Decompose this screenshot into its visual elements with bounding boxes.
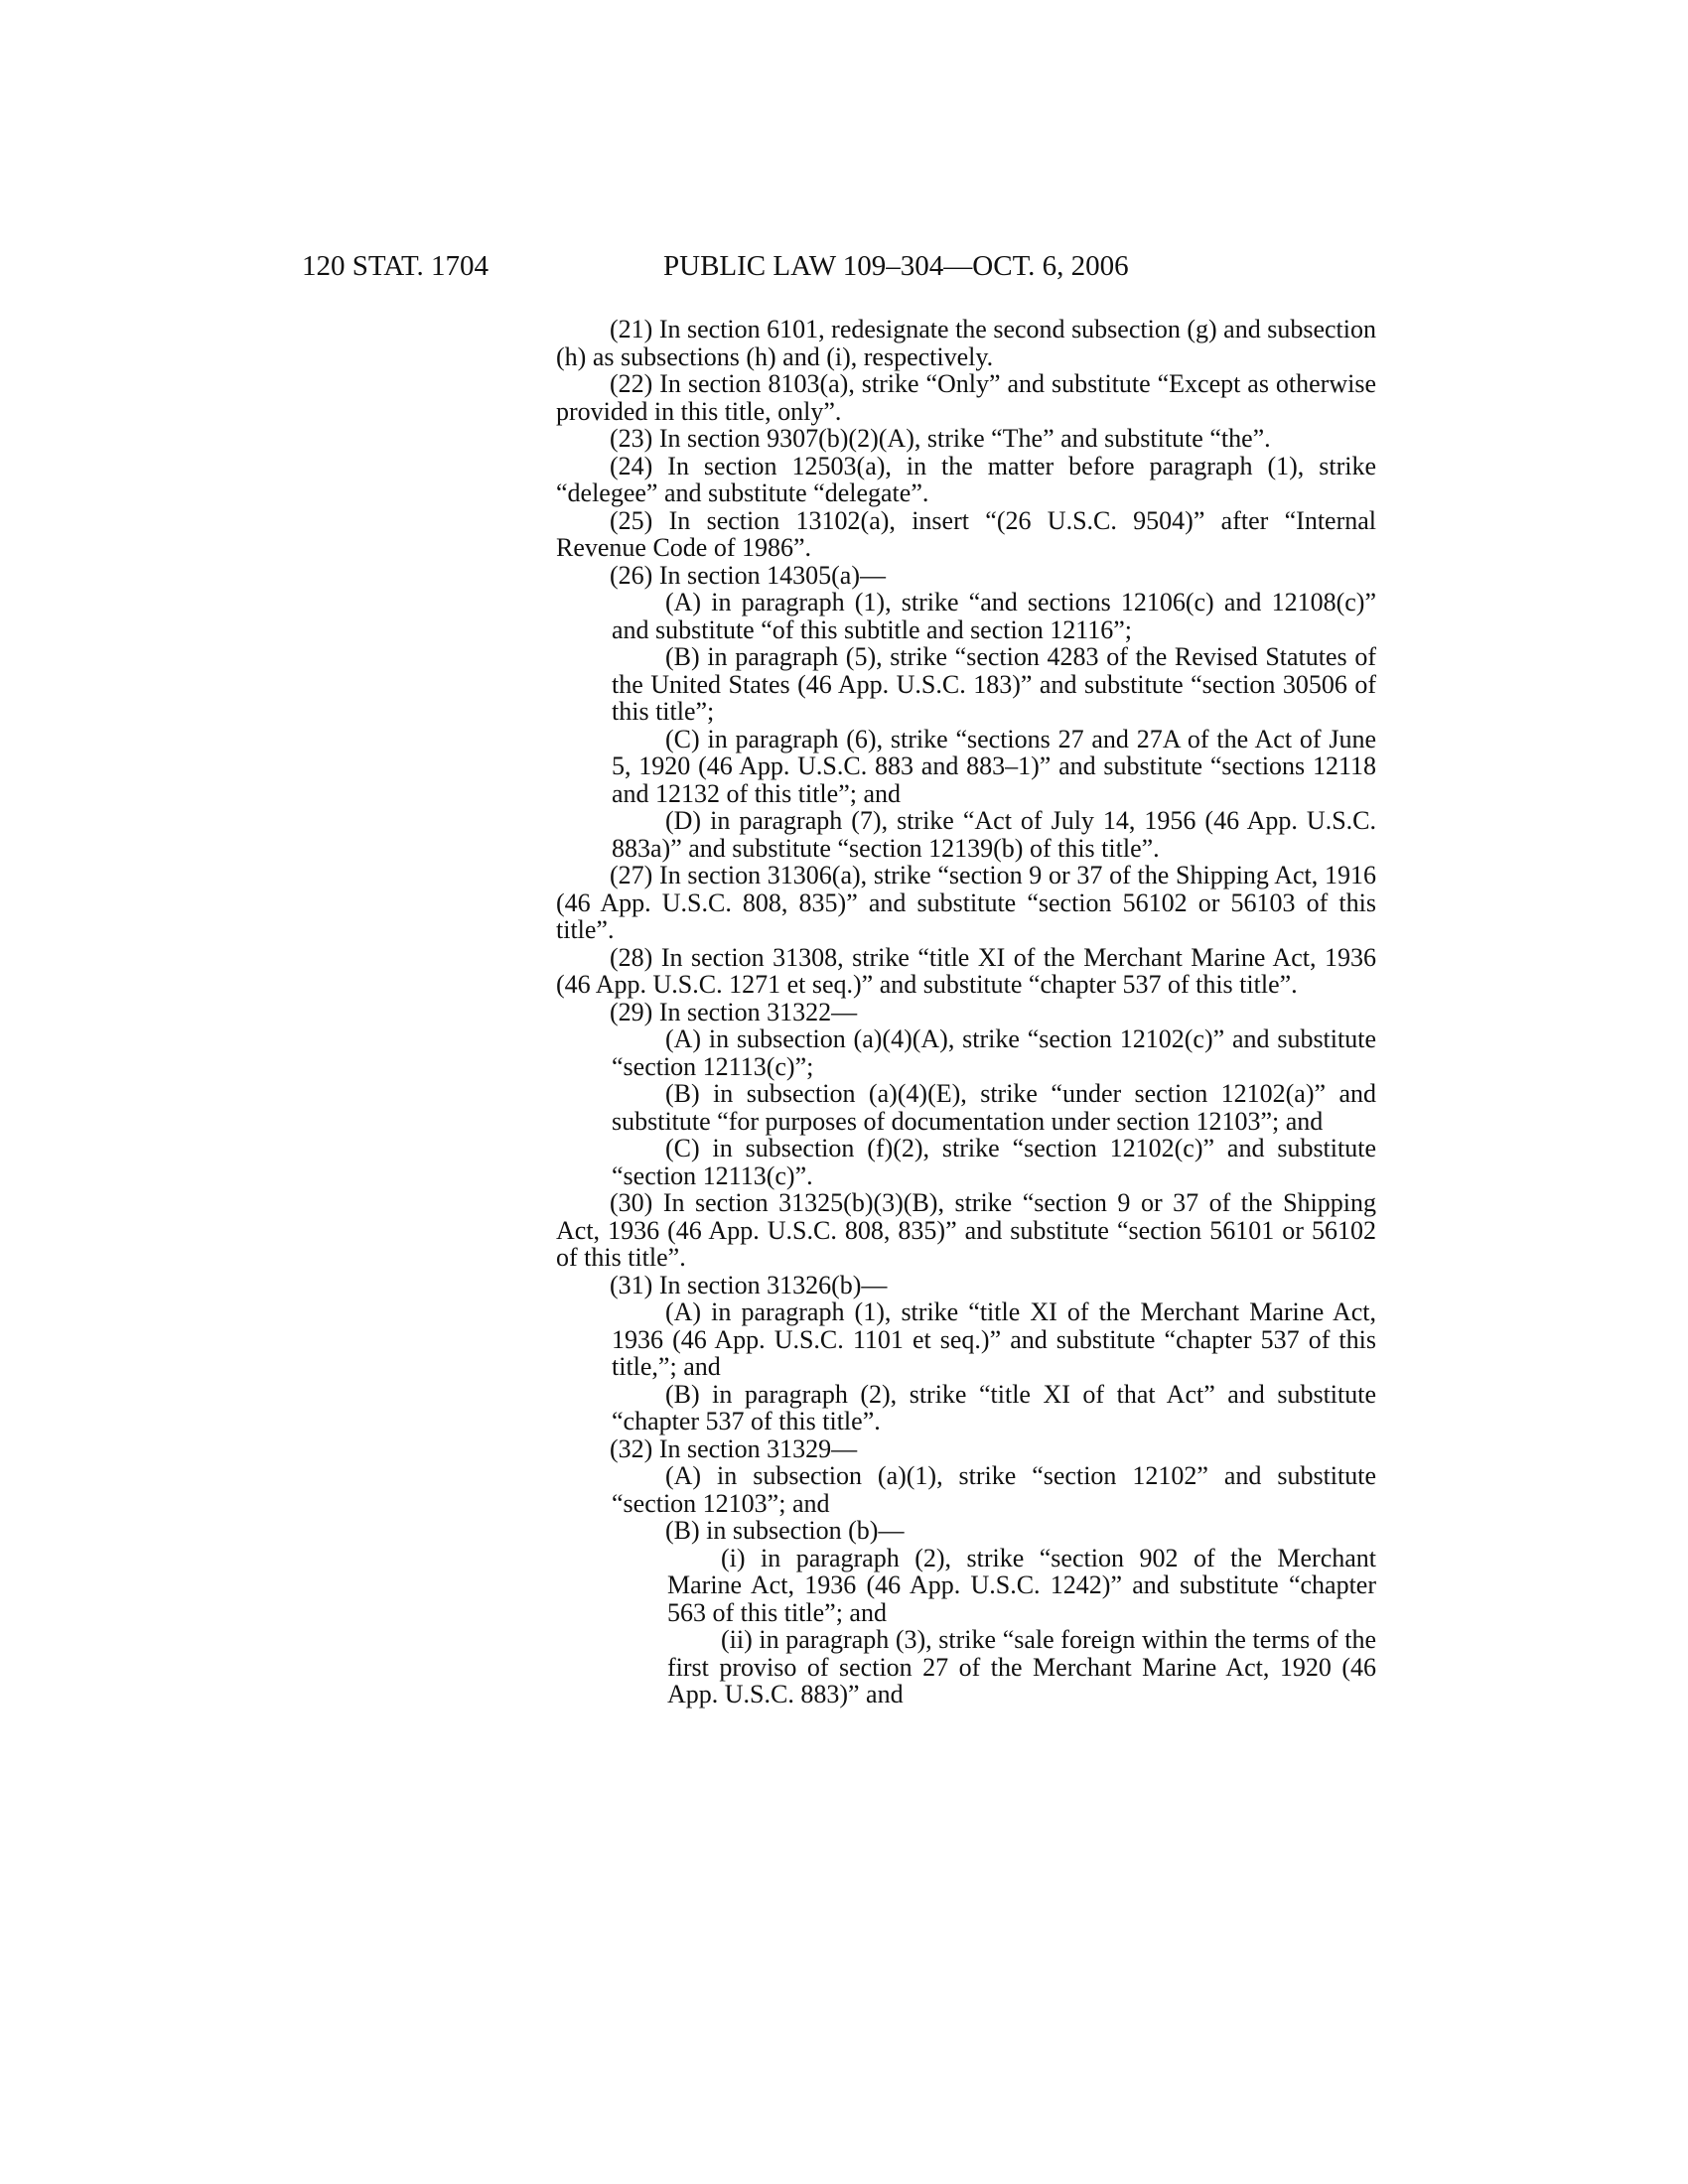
- paragraph-level-2: (B) in subsection (b)—: [665, 1516, 905, 1545]
- paragraph-level-2: (B) in paragraph (2), strike “title XI of that Act” and substitute “chapter 537 of this title”.: [612, 1379, 1376, 1435]
- paragraph-level-2: (A) in subsection (a)(1), strike “section 12102” and substitute “section 12103”; and: [612, 1461, 1376, 1518]
- page-header: [0, 246, 1688, 286]
- public-law-title: PUBLIC LAW 109–304—OCT. 6, 2006: [663, 250, 1129, 282]
- paragraph-level-1: (29) In section 31322—: [610, 997, 858, 1026]
- paragraph-level-1: (28) In section 31308, strike “title XI of the Merchant Marine Act, 1936 (46 App. U.S.C. 1271 et seq.)” and substitute “chapter 537 of this title”.: [556, 942, 1376, 999]
- paragraph-level-1: (25) In section 13102(a), insert “(26 U.S.C. 9504)” after “Internal Revenue Code of 1986”.: [556, 505, 1376, 562]
- paragraph-level-1: (31) In section 31326(b)—: [610, 1270, 888, 1299]
- paragraph-level-2: (C) in paragraph (6), strike “sections 27 and 27A of the Act of June 5, 1920 (46 App. U.S.C. 883 and 883–1)” and substitute “sections 12118 and 12132 of this title”; and: [612, 724, 1376, 808]
- paragraph-level-2: (A) in paragraph (1), strike “and sections 12106(c) and 12108(c)” and substitute “of this subtitle and section 12116”;: [612, 588, 1376, 644]
- paragraph-level-2: (D) in paragraph (7), strike “Act of July 14, 1956 (46 App. U.S.C. 883a)” and substitute “section 12139(b) of this title”.: [612, 806, 1376, 863]
- paragraph-level-1: (22) In section 8103(a), strike “Only” and substitute “Except as otherwise provided in this title, only”.: [556, 369, 1376, 426]
- paragraph-level-3: (i) in paragraph (2), strike “section 902 of the Merchant Marine Act, 1936 (46 App. U.S.C. 1242)” and substitute “chapter 563 of this title”; and: [667, 1543, 1376, 1627]
- paragraph-level-2: (B) in paragraph (5), strike “section 4283 of the Revised Statutes of the United States (46 App. U.S.C. 183)” and substitute “section 30506 of this title”;: [612, 642, 1376, 726]
- statute-page-reference: 120 STAT. 1704: [302, 250, 490, 282]
- paragraph-level-1: (26) In section 14305(a)—: [610, 560, 886, 590]
- document-body: [556, 316, 1376, 1708]
- paragraph-level-2: (A) in subsection (a)(4)(A), strike “section 12102(c)” and substitute “section 12113(c)”;: [612, 1024, 1376, 1081]
- paragraph-level-2: (B) in subsection (a)(4)(E), strike “under section 12102(a)” and substitute “for purposes of documentation under section 12103”; and: [612, 1079, 1376, 1136]
- paragraph-level-1: (23) In section 9307(b)(2)(A), strike “The” and substitute “the”.: [610, 424, 1271, 453]
- paragraph-level-1: (24) In section 12503(a), in the matter before paragraph (1), strike “delegee” and substitute “delegate”.: [556, 451, 1376, 507]
- paragraph-level-1: (30) In section 31325(b)(3)(B), strike “section 9 or 37 of the Shipping Act, 1936 (46 App. U.S.C. 808, 835)” and substitute “section 56101 or 56102 of this title”.: [556, 1188, 1376, 1272]
- paragraph-level-2: (A) in paragraph (1), strike “title XI of the Merchant Marine Act, 1936 (46 App. U.S.C. 1101 et seq.)” and substitute “chapter 537 of this title,”; and: [612, 1297, 1376, 1381]
- paragraph-level-1: (32) In section 31329—: [610, 1433, 858, 1463]
- paragraph-level-1: (27) In section 31306(a), strike “section 9 or 37 of the Shipping Act, 1916 (46 App. U.S.C. 808, 835)” and substitute “section 56102 or 56103 of this title”.: [556, 861, 1376, 944]
- paragraph-level-2: (C) in subsection (f)(2), strike “section 12102(c)” and substitute “section 12113(c)”.: [612, 1134, 1376, 1190]
- paragraph-level-3: (ii) in paragraph (3), strike “sale foreign within the terms of the first proviso of section 27 of the Merchant Marine Act, 1920 (46 App. U.S.C. 883)” and: [667, 1625, 1376, 1708]
- paragraph-level-1: (21) In section 6101, redesignate the second subsection (g) and subsection (h) as subsections (h) and (i), respectively.: [556, 315, 1376, 371]
